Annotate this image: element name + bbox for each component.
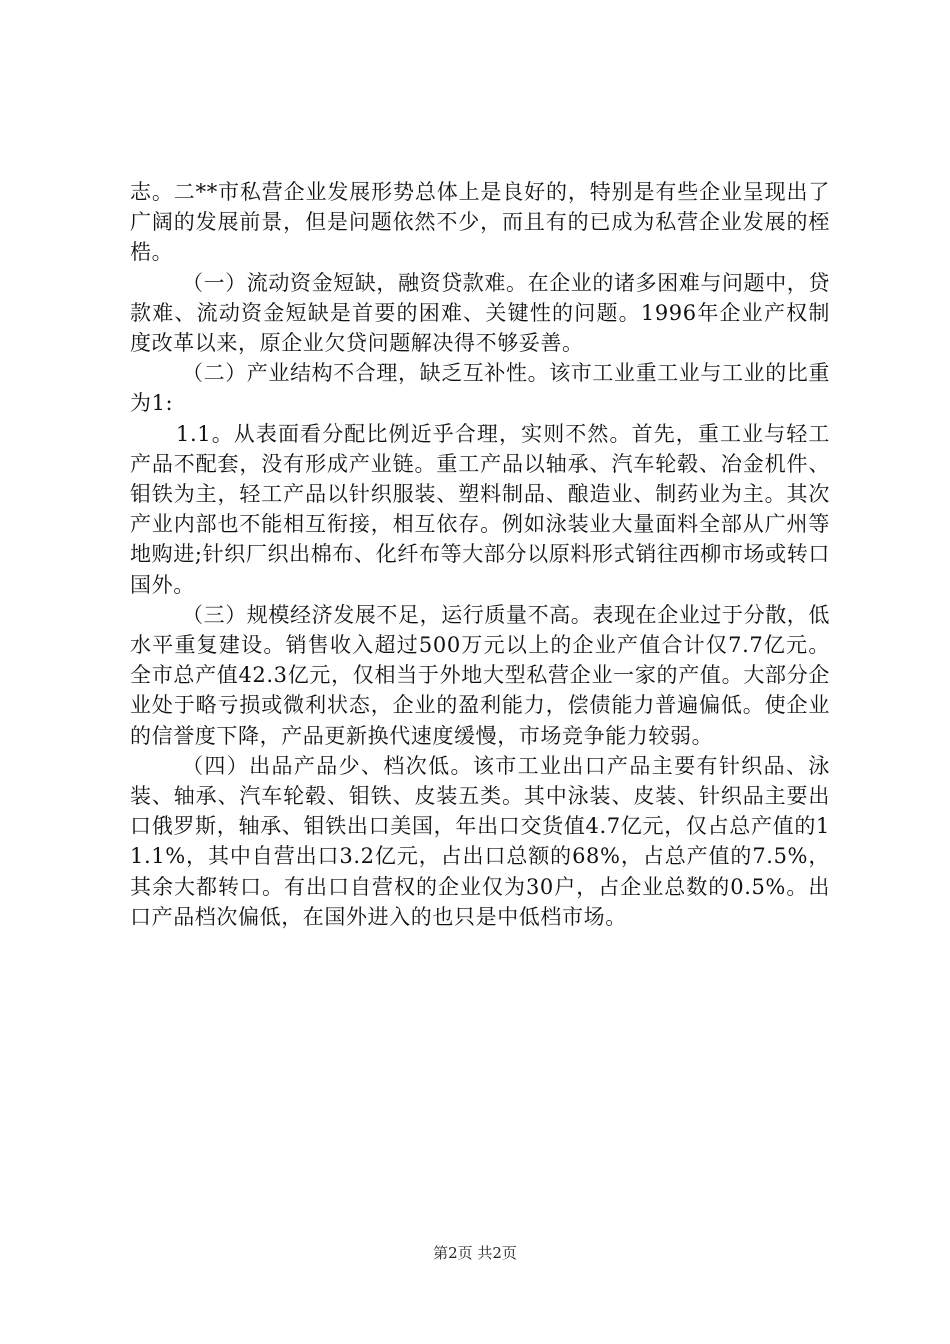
- page-footer: 第2页 共2页: [433, 1244, 517, 1262]
- paragraph-section-3: （三）规模经济发展不足，运行质量不高。表现在企业过于分散，低水平重复建设。销售收入超过500万元以上的企业产值合计仅7.7亿元。全市总产值42.3亿元，仅相当于外地大型私营企业一家的产值。大部分企业处于略亏损或微利状态，企业的盈利能力，偿债能力普遍偏低。使企业的信誉度下降，产品更新换代速度缓慢，市场竞争能力较弱。: [130, 602, 830, 748]
- paragraph-section-4: （四）出品产品少、档次低。该市工业出口产品主要有针织品、泳装、轴承、汽车轮毂、钼铁、皮装五类。其中泳装、皮装、针织品主要出口俄罗斯，轴承、钼铁出口美国，年出口交货值4.7亿元，仅占总产值的11.1%，其中自营出口3.2亿元，占出口总额的68%，占总产值的7.5%，其余大都转口。有出口自营权的企业仅为30户，占企业总数的0.5%。出口产品档次偏低，在国外进入的也只是中低档市场。: [130, 753, 830, 929]
- paragraph-section-2: （二）产业结构不合理，缺乏互补性。该市工业重工业与工业的比重为1:: [130, 361, 830, 416]
- paragraph-section-1: （一）流动资金短缺，融资贷款难。在企业的诸多困难与问题中，贷款难、流动资金短缺是首要的困难、关键性的问题。1996年企业产权制度改革以来，原企业欠贷问题解决得不够妥善。: [130, 270, 830, 356]
- document-body: [130, 177, 830, 932]
- paragraph-intro: 志。二**市私营企业发展形势总体上是良好的，特别是有些企业呈现出了广阔的发展前景，但是问题依然不少，而且有的已成为私营企业发展的桎梏。: [130, 180, 830, 265]
- paragraph-section-2-continued: 1.1。从表面看分配比例近乎合理，实则不然。首先，重工业与轻工产品不配套，没有形成产业链。重工产品以轴承、汽车轮毂、冶金机件、钼铁为主，轻工产品以针织服装、塑料制品、酿造业、制药业为主。其次产业内部也不能相互衔接，相互依存。例如泳装业大量面料全部从广州等地购进;针织厂织出棉布、化纤布等大部分以原料形式销往西柳市场或转口国外。: [130, 421, 830, 597]
